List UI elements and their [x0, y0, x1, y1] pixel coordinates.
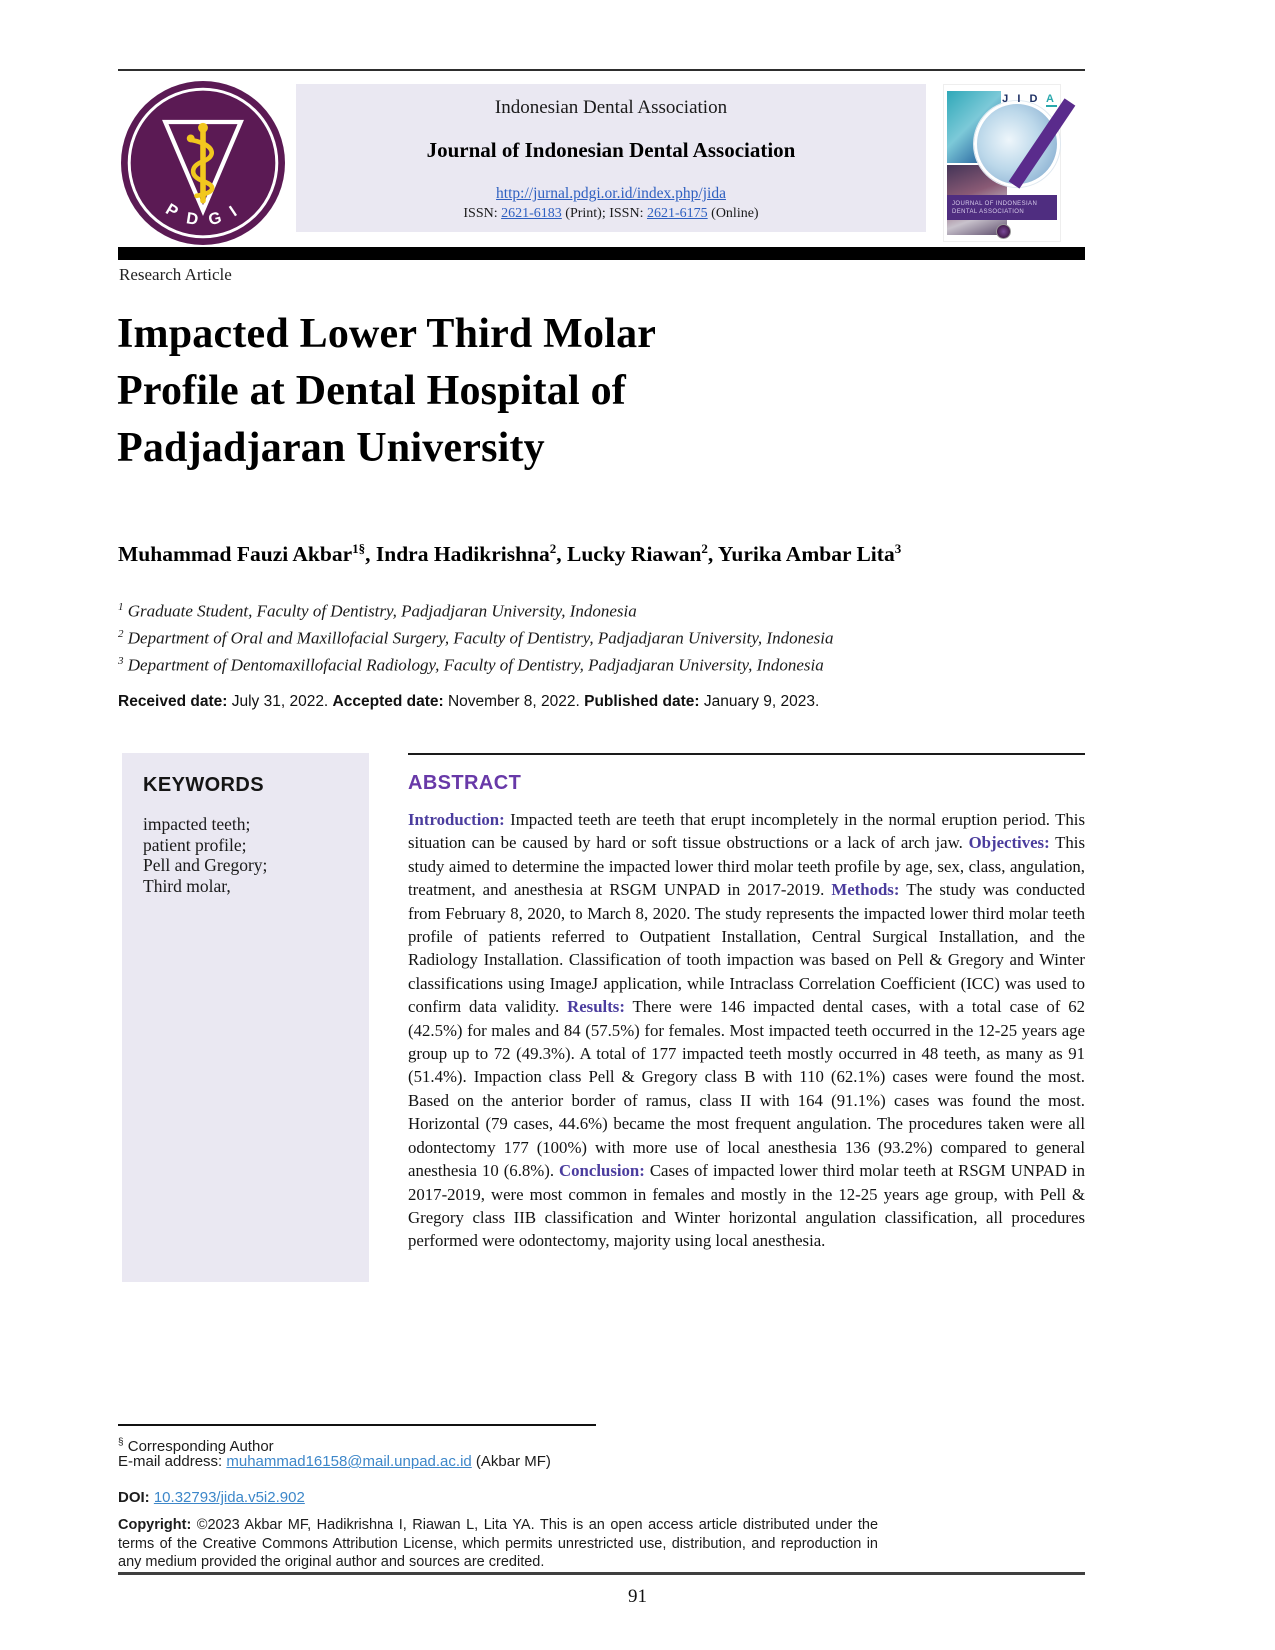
- copyright-notice: [118, 1516, 878, 1572]
- keywords-box: [122, 753, 369, 1282]
- abstract-text: Introduction: Impacted teeth are teeth that erupt incompletely in the normal eruption period. This situation can be caused by hard or soft tissue obstructions or a lack of arch jaw. Objectives: This study aimed to determine the impacted lower third molar teeth profile by age, sex, class, angulation, treatment, and anesthesia at RSGM UNPAD in 2017-2019. Methods: The study was conducted from February 8, 2020, to March 8, 2020. The study represents the impacted lower third molar teeth profile of patients referred to Outpatient Installation, Central Surgical Installation, and the Radiology Installation. Classification of tooth impaction was based on Pell & Gregory and Winter classifications using ImageJ application, while Intraclass Correlation Coefficient (ICC) was used to confirm data validity. Results: There were 146 impacted dental cases, with a total case of 62 (42.5%) for males and 84 (57.5%) for females. Most impacted teeth occurred in the 12-25 years age group up to 72 (49.3%). A total of 177 impacted teeth mostly occurred in 48 teeth, as many as 91 (51.4%). Impaction class Pell & Gregory class B with 110 (62.1%) cases were found the most. Based on the anterior border of ramus, class II with 164 (91.1%) cases was found the most. Horizontal (79 cases, 44.6%) became the most frequent angulation. The procedures taken were all odontectomy 177 (100%) with more use of local anesthesia 136 (93.2%) compared to general anesthesia 10 (6.8%). Conclusion: Cases of impacted lower third molar teeth at RSGM UNPAD in 2017-2019, were most common in females and mostly in the 12-25 years age group, with Pell & Gregory class IIB classification and Winter horizontal angulation classification, all procedures performed were odontectomy, majority using local anesthesia.: [408, 810, 1086, 1251]
- cover-banner-line2: DENTAL ASSOCIATION: [952, 208, 1025, 215]
- pdgi-letters: P D G I: [162, 200, 244, 230]
- authors-line: Muhammad Fauzi Akbar$^{1\S}$, Indra Hadikrishna$^2$, Lucky Riawan$^2$, Yurika Ambar Lita$^3$: [118, 541, 902, 567]
- journal-url-link[interactable]: http://jurnal.pdgi.or.id/index.php/jida: [496, 185, 726, 202]
- abstract-top-rule: [408, 753, 1085, 755]
- journal-cover-thumbnail: [944, 85, 1060, 241]
- journal-title: Journal of Indonesian Dental Association: [426, 138, 796, 162]
- email-suffix: (Akbar MF): [471, 1453, 551, 1470]
- issn-suffix: (Online): [707, 206, 759, 221]
- page-number: 91: [628, 1586, 647, 1607]
- email-label: E-mail address:: [118, 1453, 227, 1470]
- email-line: [118, 1453, 551, 1470]
- snake-head: [187, 134, 195, 142]
- top-divider: [118, 69, 1085, 71]
- doi-label: DOI:: [118, 1489, 154, 1506]
- article-title: Impacted Lower Third Molar Profile at Dental Hospital of Padjadjaran University: [117, 311, 657, 471]
- issn-online-link[interactable]: 2621-6175: [646, 206, 708, 221]
- header-divider-bar: [118, 247, 1085, 260]
- doi-line: [118, 1489, 305, 1506]
- issn-mid: (Print); ISSN:: [561, 206, 647, 221]
- cover-jida-letters: [1002, 93, 1057, 105]
- affiliations: $^1$ Graduate Student, Faculty of Dentistry, Padjadjaran University, Indonesia $^2$ Department of Oral and Maxillofacial Surgery, Faculty of Dentistry, Padjadjaran University, Indonesia $^3$ Department of Dentomaxillofacial Radiology, Faculty of Dentistry, Padjadjaran University, Indonesia: [118, 601, 834, 675]
- pdgi-logo: [121, 81, 285, 245]
- abstract-section: [408, 753, 1085, 1253]
- association-name: Indonesian Dental Association: [494, 97, 728, 118]
- issn-line: [296, 206, 926, 222]
- footnote-text: Corresponding Author: [123, 1438, 274, 1455]
- keywords-list: impacted teeth; patient profile; Pell and Gregory; Third molar,: [143, 814, 268, 896]
- cover-pdgi-emblem: [996, 224, 1011, 239]
- cover-banner: [947, 195, 1057, 220]
- issn-prefix: ISSN:: [463, 206, 502, 221]
- cover-letter-a: A: [1046, 93, 1057, 105]
- doi-link[interactable]: 10.32793/jida.v5i2.902: [153, 1489, 305, 1506]
- abstract-heading: ABSTRACT: [408, 772, 522, 794]
- article-type-label: Research Article: [119, 265, 232, 284]
- staff-knob: [198, 123, 208, 133]
- journal-header-box: [296, 84, 926, 232]
- issn-print-link[interactable]: 2621-6183: [501, 206, 562, 221]
- dates-line: Received date: July 31, 2022. Accepted date: November 8, 2022. Published date: January 9, 2023.: [118, 693, 820, 710]
- footnote-symbol: §: [118, 1437, 124, 1448]
- footnote-rule: [118, 1424, 596, 1426]
- keywords-heading: KEYWORDS: [143, 774, 264, 796]
- copyright-label: Copyright:: [118, 1517, 197, 1533]
- email-link[interactable]: muhammad16158@mail.unpad.ac.id: [226, 1453, 472, 1470]
- copyright-text: ©2023 Akbar MF, Hadikrishna I, Riawan L, Lita YA. This is an open access article distributed under the terms of the Creative Commons Attribution License, which permits unrestricted use, distribution, and reproduction in any medium provided the original author and sources are credited.: [118, 1517, 879, 1570]
- cover-banner-line1: JOURNAL OF INDONESIAN: [952, 200, 1038, 207]
- bottom-divider: [118, 1572, 1085, 1575]
- cover-letters-jid: J I D: [1002, 93, 1047, 105]
